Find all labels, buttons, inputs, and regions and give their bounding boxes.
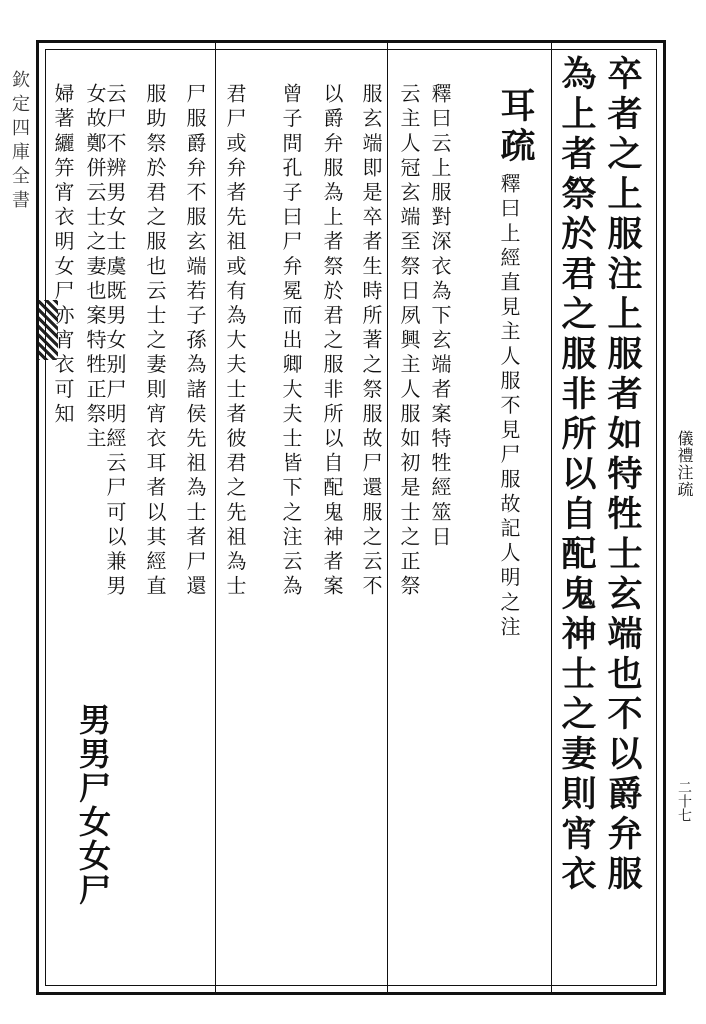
commentary-column-10: 尸服爵弁不服玄端若子孫為諸侯先祖為士者尸還 (183, 83, 207, 600)
annotation-large: 男男尸女女尸 (74, 703, 112, 907)
commentary-column-14: 婦著纚笄宵衣明女尸亦宵衣可知 (51, 83, 75, 428)
commentary-column-6: 服玄端即是卒者生時所著之祭服故尸還服之云不 (359, 83, 383, 600)
commentary-column-13: 女故鄭併云士之妻也案特牲正祭主 (83, 83, 107, 452)
main-text-column-2: 為上者祭於君之服非所以自配鬼神士之妻則宵衣 (556, 55, 597, 895)
commentary-column-7: 以爵弁服為上者祭於君之服非所以自配鬼神者案 (320, 83, 344, 600)
book-title: 儀禮注疏 (675, 430, 694, 498)
commentary-column-8: 曾子問孔子曰尸弁冕而出卿大夫士皆下之注云為 (279, 83, 303, 600)
commentary-column-9: 君尸或弁者先祖或有為大夫士者彼君之先祖為士 (223, 83, 247, 600)
column-rule (215, 43, 216, 992)
main-text-column-1: 卒者之上服注上服者如特牲士玄端也不以爵弁服 (602, 55, 643, 895)
commentary-column-5: 云主人冠玄端至祭日夙興主人服如初是士之正祭 (397, 83, 421, 600)
commentary-column-11: 服助祭於君之服也云士之妻則宵衣耳者以其經直 (143, 83, 167, 600)
left-margin-fragment: 欽定四庫全書 (9, 70, 30, 214)
commentary-column-4: 釋曰云上服對深衣為下玄端者案特牲經筮日 (428, 83, 452, 551)
page-number: 二十七 (676, 780, 692, 822)
text-frame (36, 40, 666, 995)
column-rule (387, 43, 388, 992)
column-rule (551, 43, 552, 992)
commentary-lead: 耳疏 (495, 87, 536, 167)
commentary-column-3: 釋曰上經直見主人服不見尸服故記人明之注 (497, 173, 521, 641)
commentary-column-12: 云尸不辨男女士虞既男女别尸明經云尸可以兼男 (103, 83, 127, 600)
